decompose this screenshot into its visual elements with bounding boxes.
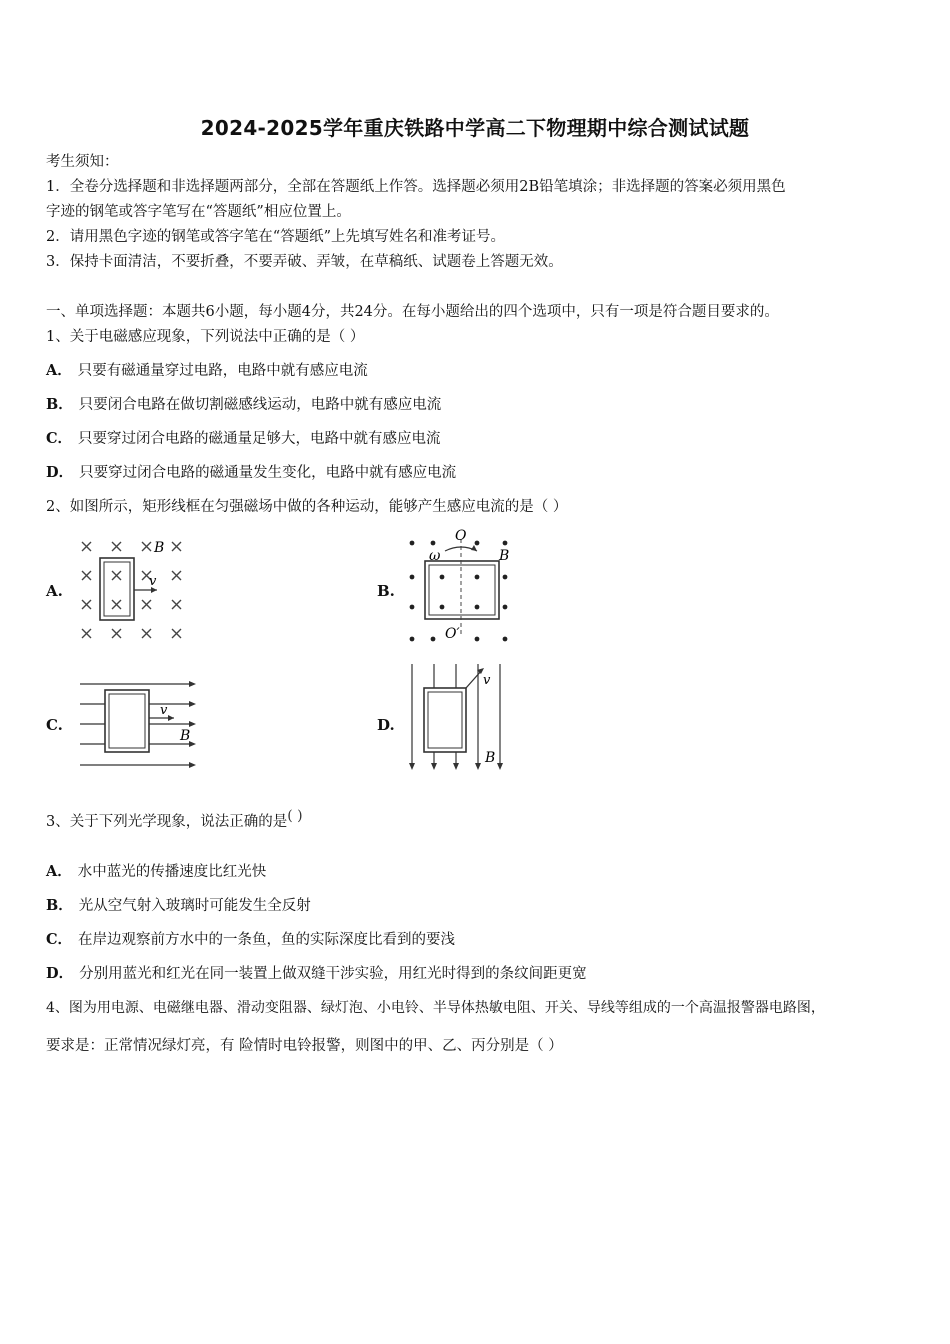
option-text: 只要穿过闭合电路的磁通量足够大，电路中就有感应电流 [78,431,441,447]
q1-option-c [46,429,441,449]
option-letter: B． [46,396,73,413]
figure-label-a: A. [46,582,63,600]
figure-b [405,527,517,645]
coil-frame [105,690,149,752]
figure-c [78,676,200,774]
q1-stem: 1、关于电磁感应现象，下列说法中正确的是（ ） [46,329,365,345]
arrowhead [168,715,174,721]
q2-stem: 2、如图所示，矩形线框在匀强磁场中做的各种运动，能够产生感应电流的是（ ） [46,499,568,515]
option-letter: A． [46,362,72,379]
field-arrowheads [189,681,196,768]
q3-option-d [46,964,587,984]
field-label: B [485,750,496,766]
q1-option-b [46,395,441,415]
axis-label-top: O [455,528,467,544]
option-text: 在岸边观察前方水中的一条鱼，鱼的实际深度比看到的要浅 [78,932,456,948]
q3-paren: ( ) [287,808,303,824]
field-label: B [180,728,191,744]
q4-stem-line-2: 要求是：正常情况绿灯亮，有 险情时电铃报警，则图中的甲、乙、丙分别是（ ） [46,1038,563,1054]
omega-label: ω [429,548,441,564]
figure-label-b: B. [377,582,395,600]
option-text: 只要闭合电路在做切割磁感线运动，电路中就有感应电流 [78,397,442,413]
option-text: 水中蓝光的传播速度比红光快 [77,864,267,880]
notice-line-4: 3．保持卡面清洁，不要折叠，不要弄破、弄皱，在草稿纸、试题卷上答题无效。 [46,254,563,270]
notice-line-2: 字迹的钢笔或答字笔写在“答题纸”相应位置上。 [46,204,351,220]
coil-frame [424,688,466,752]
option-letter: C． [46,430,73,447]
q1-option-a [46,361,368,381]
q3-option-a [46,862,266,882]
axis-label-bottom: O′ [445,626,460,642]
field-label: B [499,548,510,564]
figure-a [75,535,195,645]
arrowhead [471,545,477,551]
q1-option-d [46,463,456,483]
coil-frame [425,561,499,619]
q4-stem-line-1: 4、图为用电源、电磁继电器、滑动变阻器、绿灯泡、小电铃、半导体热敏电阻、开关、导线等组成的一个高温报警器电路图， [46,1000,825,1016]
section-heading: 一、单项选择题：本题共6小题，每小题4分，共24分。在每小题给出的四个选项中，只有一项是符合题目要求的。 [46,304,779,320]
figure-d [404,662,504,774]
coil-frame-inner [429,565,495,615]
option-text: 分别用蓝光和红光在同一装置上做双缝干涉实验，用红光时得到的条纹间距更宽 [79,966,587,982]
option-letter: C． [46,931,73,948]
velocity-arrow [466,670,482,688]
figure-label-c: C. [46,716,63,734]
velocity-label: v [160,703,168,718]
q3-stem: 3、关于下列光学现象，说法正确的是 [46,814,288,830]
option-text: 只要有磁通量穿过电路，电路中就有感应电流 [77,363,368,379]
q3-option-b [46,896,311,916]
option-text: 光从空气射入玻璃时可能发生全反射 [78,898,311,914]
notice-line-3: 2．请用黑色字迹的钢笔或答字笔在“答题纸”上先填写姓名和准考证号。 [46,229,506,245]
notice-line-1: 1．全卷分选择题和非选择题两部分，全部在答题纸上作答。选择题必须用2B铅笔填涂；非选择题的答案必须用黑色 [46,179,786,195]
field-label: B [154,540,165,556]
velocity-label: v [483,673,491,688]
figure-label-d: D. [377,716,395,734]
page-title: 2024-2025学年重庆铁路中学高二下物理期中综合测试试题 [200,116,750,140]
q3-option-c [46,930,455,950]
option-text: 只要穿过闭合电路的磁通量发生变化，电路中就有感应电流 [79,465,457,481]
option-letter: B． [46,897,73,914]
option-letter: D． [46,464,74,481]
cross-marks [82,542,181,638]
velocity-label: v [149,574,157,589]
coil-frame-inner [104,562,130,616]
q3-stem-line [46,808,303,832]
option-letter: A． [46,863,72,880]
option-letter: D． [46,965,74,982]
notice-heading: 考生须知： [46,154,119,170]
coil-frame [100,558,134,620]
